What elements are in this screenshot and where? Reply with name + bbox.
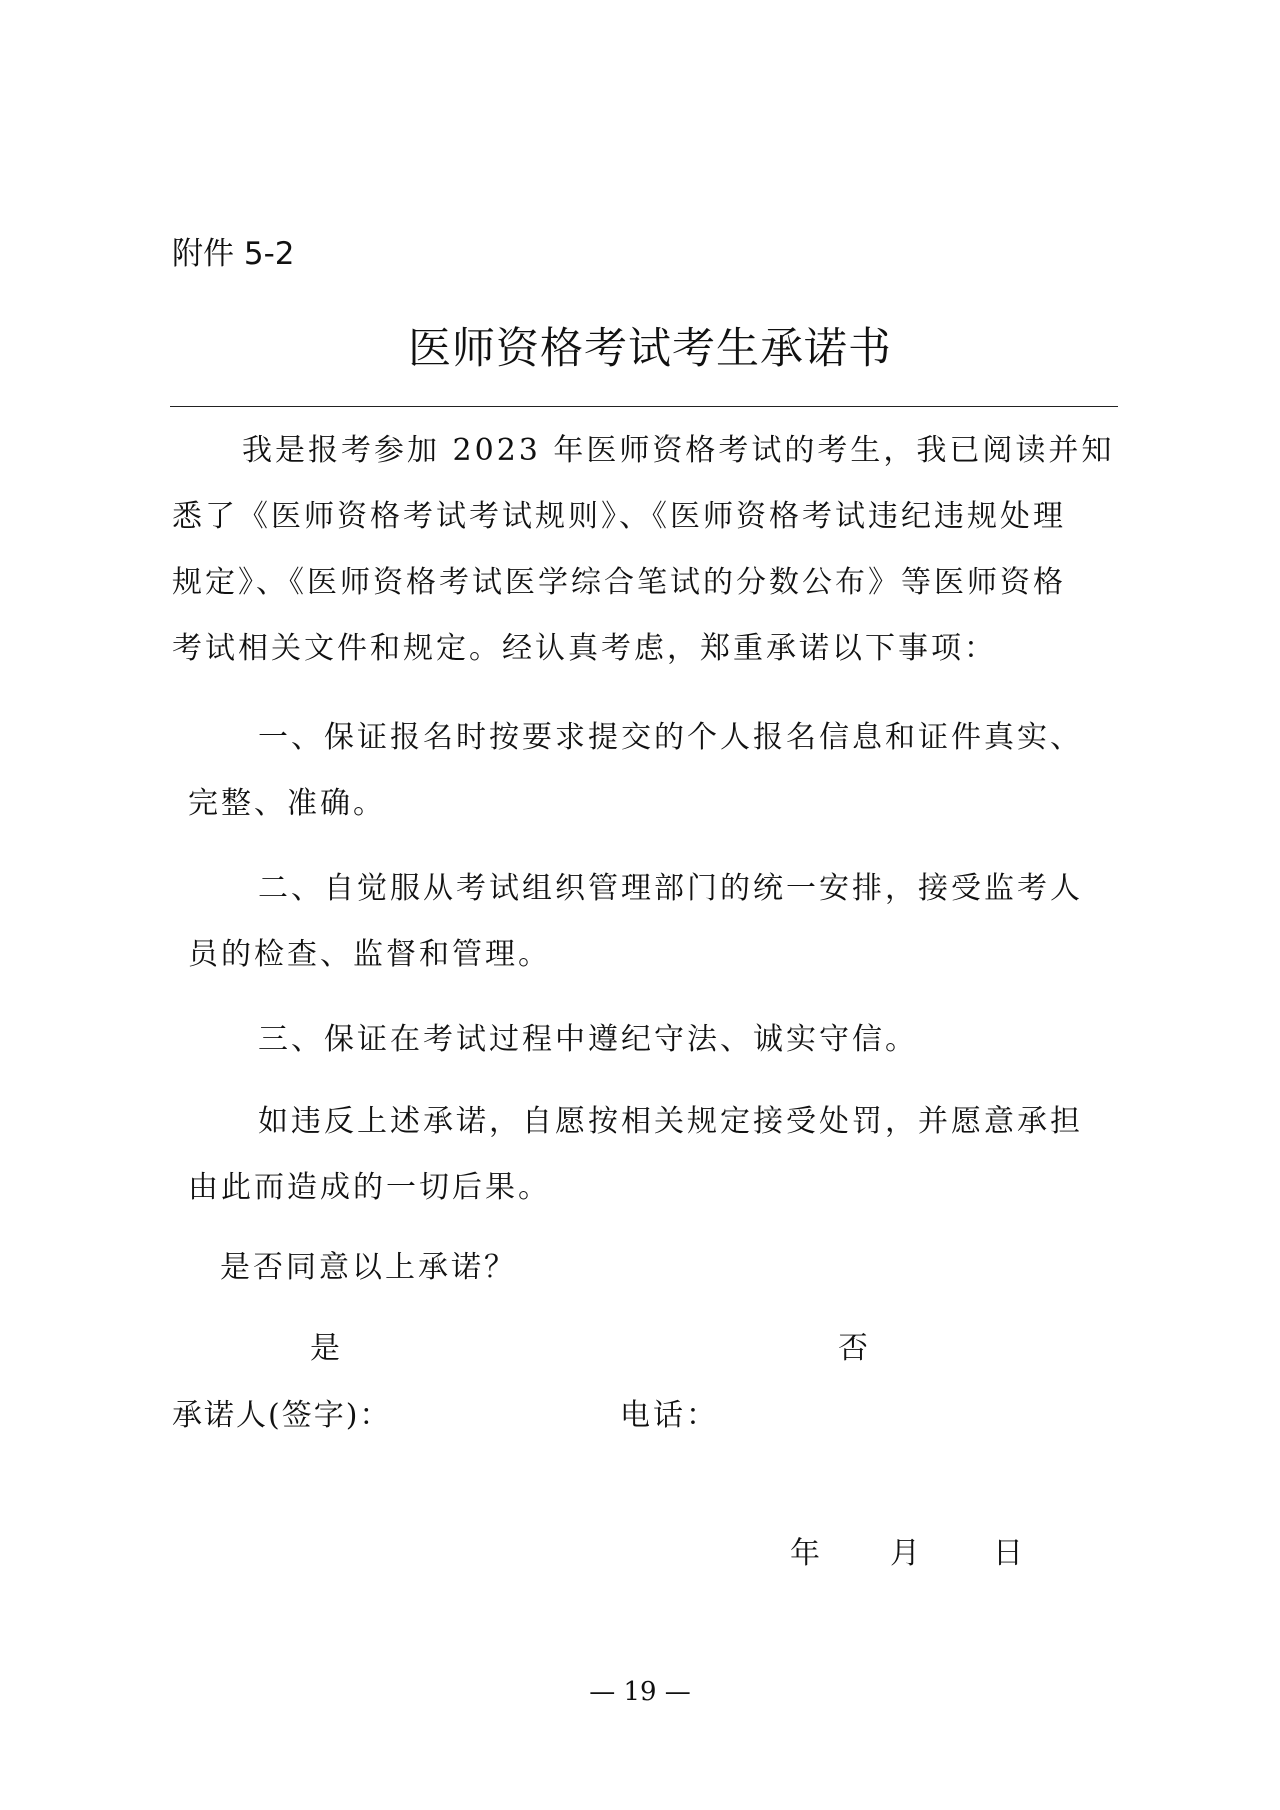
violation-line-2: 由此而造成的一切后果。 (188, 1170, 551, 1205)
option-no: 否 (838, 1331, 871, 1366)
phone-label: 电话： (620, 1398, 719, 1433)
date-day: 日 (993, 1536, 1026, 1571)
item-1-line-2: 完整、准确。 (188, 786, 386, 821)
consent-question: 是否同意以上承诺？ (220, 1250, 517, 1285)
attachment-label: 附件 5-2 (172, 236, 295, 272)
intro-line-4: 考试相关文件和规定。经认真考虑，郑重承诺以下事项： (172, 631, 997, 666)
violation-line-1: 如违反上述承诺，自愿按相关规定接受处罚，并愿意承担 (258, 1104, 1083, 1139)
date-month: 月 (890, 1536, 923, 1571)
title-divider (170, 406, 1118, 407)
page-number: — 19 — (589, 1677, 691, 1707)
item-2-line-2: 员的检查、监督和管理。 (188, 937, 551, 972)
date-year: 年 (790, 1536, 823, 1571)
intro-line-3: 规定》、《医师资格考试医学综合笔试的分数公布》等医师资格 (172, 565, 1066, 600)
document-title: 医师资格考试考生承诺书 (408, 324, 892, 374)
item-2-line-1: 二、自觉服从考试组织管理部门的统一安排，接受监考人 (258, 871, 1083, 906)
intro-line-2: 悉了《医师资格考试考试规则》、《医师资格考试违纪违规处理 (172, 499, 1066, 534)
intro-line-1: 我是报考参加 2023 年医师资格考试的考生，我已阅读并知 (242, 433, 1115, 468)
signature-label: 承诺人(签字)： (172, 1398, 392, 1433)
option-yes: 是 (310, 1331, 343, 1366)
item-3-line-1: 三、保证在考试过程中遵纪守法、诚实守信。 (258, 1022, 918, 1057)
item-1-line-1: 一、保证报名时按要求提交的个人报名信息和证件真实、 (258, 720, 1083, 755)
